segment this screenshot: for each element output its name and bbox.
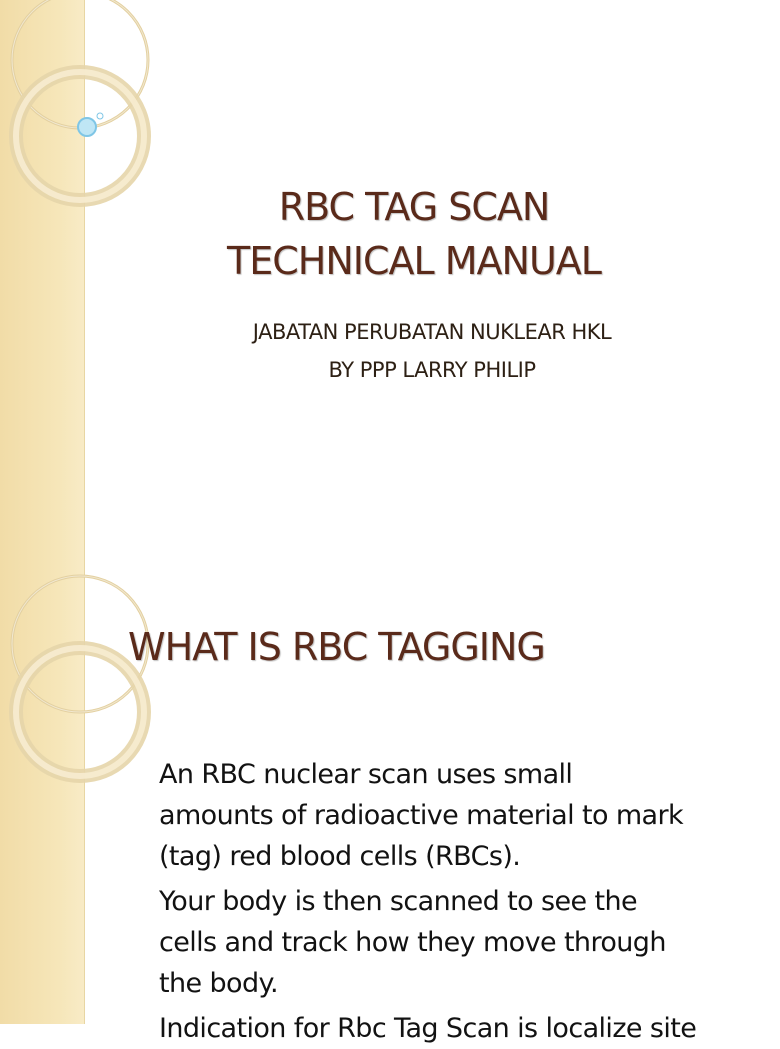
decorative-side-band: [0, 576, 85, 1024]
title-line-1: RBC TAG SCAN: [278, 185, 550, 229]
decorative-circles: [0, 0, 120, 576]
title-line-2: TECHNICAL MANUAL: [227, 239, 601, 283]
subtitle-line-2: BY PPP LARRY PHILIP: [328, 358, 536, 382]
paragraph-1-line-1: An RBC nuclear scan uses small: [159, 759, 573, 790]
subtitle-line-1: JABATAN PERUBATAN NUKLEAR HKL: [252, 320, 612, 344]
content-slide: [0, 576, 768, 1044]
slide-heading: WHAT IS RBC TAGGING: [128, 625, 545, 669]
paragraph-1-line-3: (tag) red blood cells (RBCs).: [159, 841, 521, 872]
paragraph-1-line-2: amounts of radioactive material to mark: [159, 800, 684, 831]
small-bubble-icon: [97, 113, 103, 119]
paragraph-2-line-1: Your body is then scanned to see the: [159, 886, 638, 917]
paragraph-3-line-1-partial: Indication for Rbc Tag Scan is localize site: [159, 1013, 697, 1044]
decorative-circles: [0, 576, 120, 1024]
decorative-side-band: [0, 0, 85, 576]
bubble-icon: [78, 118, 96, 136]
paragraph-2-line-2: cells and track how they move through: [159, 927, 666, 958]
paragraph-2-line-3: the body.: [159, 968, 279, 999]
